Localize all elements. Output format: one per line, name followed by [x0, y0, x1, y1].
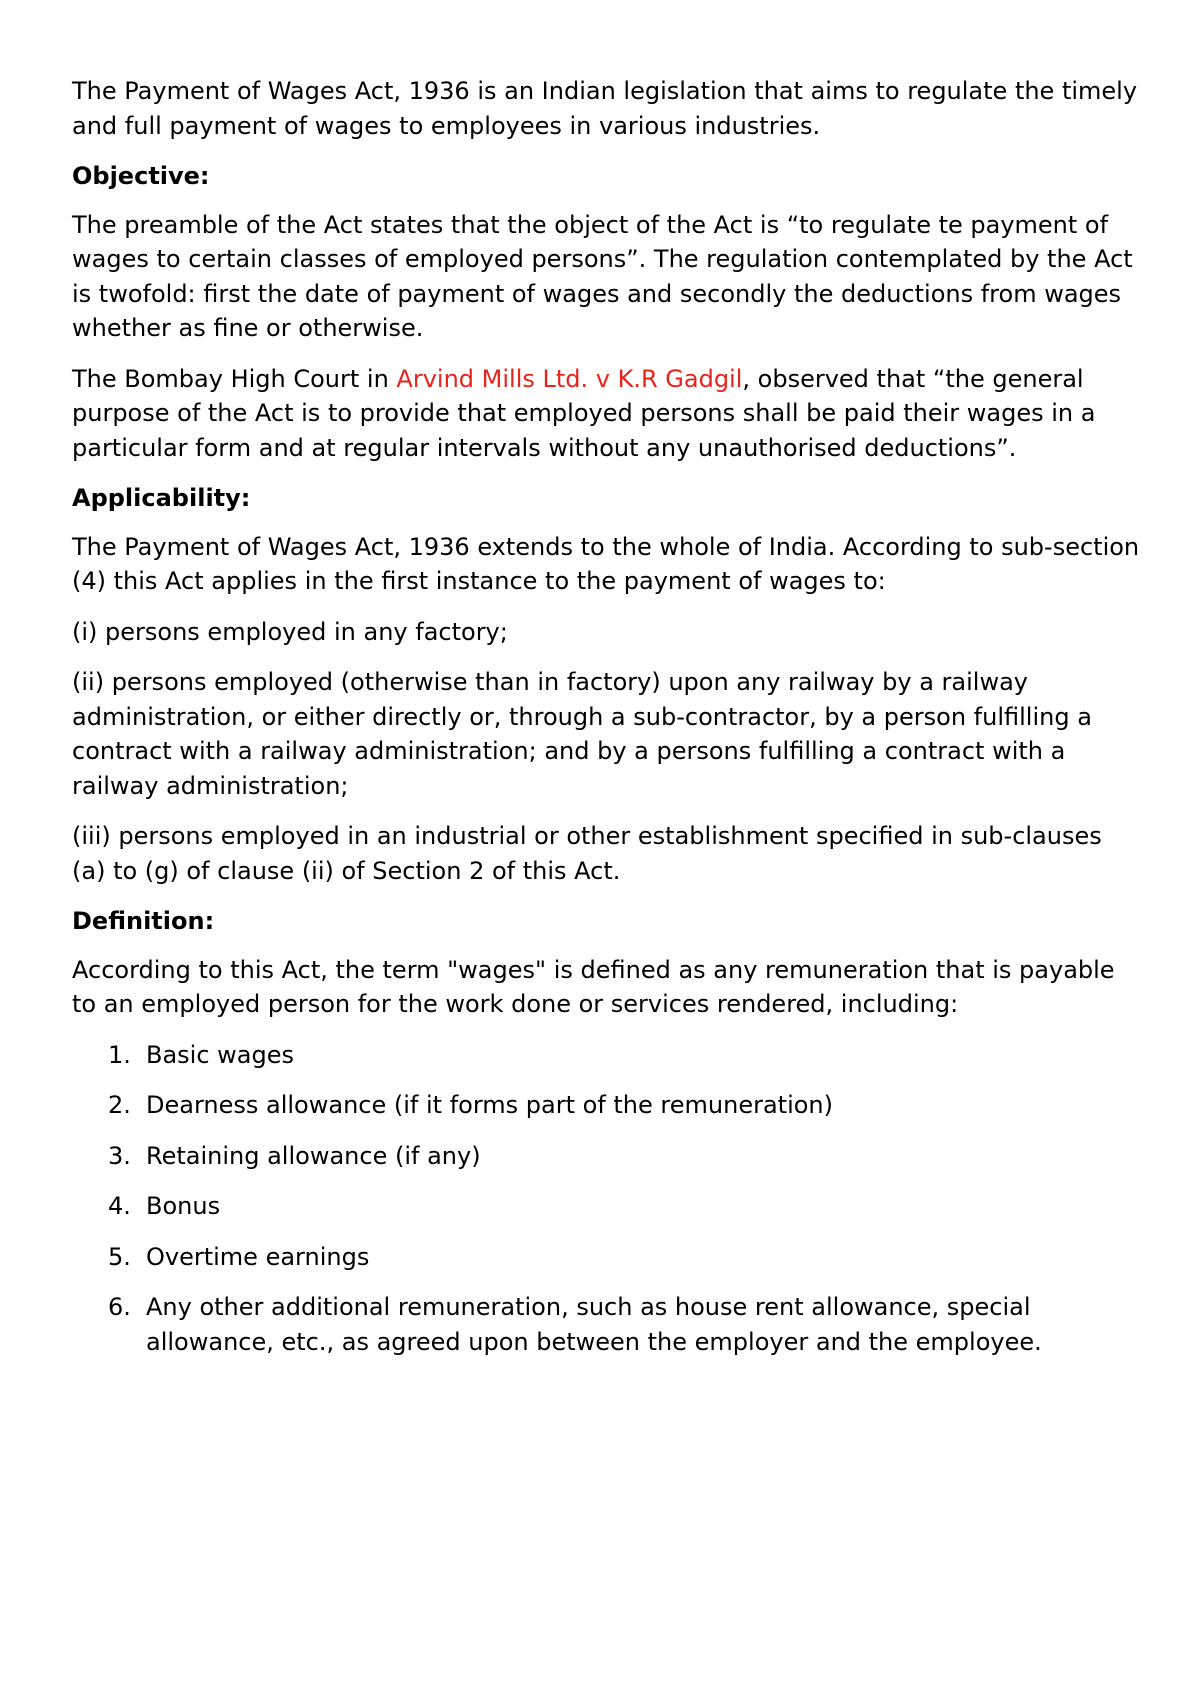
definition-paragraph: According to this Act, the term "wages" is defined as any remuneration that is payable to an employed person for the work done or services rendered, including:: [72, 955, 1115, 1018]
list-item-number: 1.: [108, 1040, 131, 1069]
case-paragraph: [72, 362, 1140, 466]
case-name-link[interactable]: Arvind Mills Ltd. v K.R Gadgil: [396, 364, 743, 393]
list-item: [108, 1139, 1140, 1174]
wages-components-list: [72, 1038, 1140, 1360]
list-item-text: Overtime earnings: [146, 1242, 370, 1271]
objective-paragraph: The preamble of the Act states that the object of the Act is “to regulate te payment of wages to certain classes of employed persons”. The regulation contemplated by the Act is twofold: first the date of payment of wages and secondly the deductions from wages whether as fine or otherwise.: [72, 210, 1133, 342]
list-item-number: 5.: [108, 1242, 131, 1271]
applicability-paragraph: The Payment of Wages Act, 1936 extends to the whole of India. According to sub-section (4) this Act applies in the first instance to the payment of wages to:: [72, 532, 1140, 595]
list-item-text: Any other additional remuneration, such as house rent allowance, special allowance, etc., as agreed upon between the employer and the employee.: [146, 1293, 1042, 1356]
case-text-before: The Bombay High Court in: [72, 364, 397, 393]
list-item-text: Bonus: [146, 1192, 221, 1220]
list-item: [108, 1189, 1140, 1224]
applicability-item-2: (ii) persons employed (otherwise than in factory) upon any railway by a railway administration, or either directly or, through a sub-contractor, by a person fulfilling a contract with a railway administration; and by a persons fulfilling a contract with a railway administration;: [72, 668, 1092, 800]
applicability-item-1: (i) persons employed in any factory;: [72, 617, 508, 646]
list-item-text: Retaining allowance (if any): [146, 1141, 481, 1170]
case-text-after: , observed that “the general purpose of the Act is to provide that employed persons shall be paid their wages in a particular form and at regular intervals without any unauthorised deductions”.: [72, 364, 1096, 462]
list-item-text: Dearness allowance (if it forms part of the remuneration): [146, 1091, 833, 1119]
definition-heading: Definition:: [72, 907, 215, 935]
applicability-item-3: (iii) persons employed in an industrial or other establishment specified in sub-clauses (a) to (g) of clause (ii) of Section 2 of this Act.: [72, 822, 1102, 885]
list-item: [108, 1038, 1140, 1073]
list-item-number: 2.: [108, 1091, 131, 1119]
applicability-heading: Applicability:: [72, 484, 251, 512]
list-item-text: Basic wages: [146, 1040, 295, 1069]
list-item: [108, 1088, 1140, 1123]
list-item-number: 3.: [108, 1141, 131, 1170]
list-item-number: 6.: [108, 1293, 131, 1321]
list-item-number: 4.: [108, 1192, 131, 1220]
intro-paragraph: The Payment of Wages Act, 1936 is an Indian legislation that aims to regulate the timely and full payment of wages to employees in various industries.: [72, 77, 1138, 140]
list-item: [108, 1290, 1140, 1359]
list-item: [108, 1240, 1140, 1275]
objective-heading: Objective:: [72, 162, 210, 190]
